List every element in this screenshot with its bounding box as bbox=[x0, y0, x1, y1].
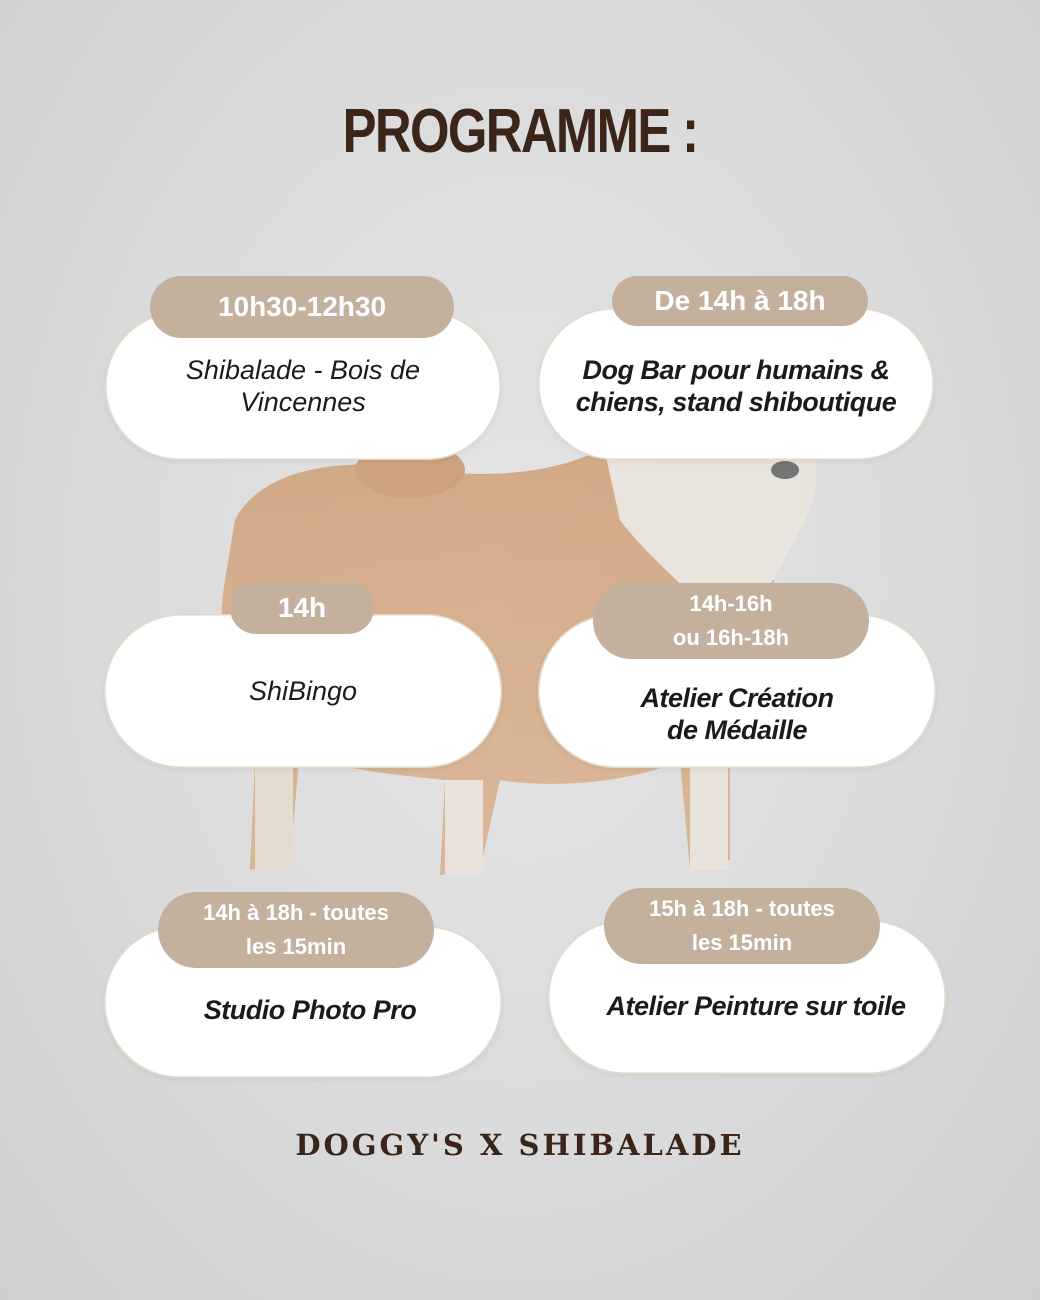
event-activity-text: Studio Photo Pro bbox=[203, 994, 417, 1025]
event-time-badge bbox=[604, 888, 880, 964]
event-time-line2: ou 16h-18h bbox=[672, 625, 790, 650]
event-activity-line2: de Médaille bbox=[666, 715, 808, 745]
event-activity-text: Shibalade - Bois de Vincennes bbox=[185, 354, 421, 417]
event-time-badge bbox=[158, 892, 434, 968]
event-time-line1: 14h à 18h - toutes bbox=[203, 899, 389, 925]
event-activity-line1: Atelier Création bbox=[640, 682, 834, 713]
event-time-badge bbox=[593, 583, 869, 659]
page-title: PROGRAMME : bbox=[342, 97, 698, 166]
event-time-line2: les 15min bbox=[691, 930, 793, 955]
event-time-line2: les 15min bbox=[245, 934, 347, 959]
event-activity-text: Atelier Peinture sur toile bbox=[606, 990, 906, 1021]
event-activity-pill bbox=[104, 614, 502, 768]
event-activity-text: ShiBingo bbox=[248, 675, 358, 706]
event-time-badge: De 14h à 18h bbox=[612, 276, 868, 326]
event-activity-text: Dog Bar pour humains & chiens, stand shiboutique bbox=[575, 354, 897, 417]
event-time-line1: 14h-16h bbox=[689, 590, 773, 616]
event-time-badge: 10h30-12h30 bbox=[150, 276, 454, 338]
event-activity-text bbox=[640, 682, 833, 747]
event-time-line1: 15h à 18h - toutes bbox=[649, 895, 835, 921]
event-time-badge: 14h bbox=[230, 582, 374, 634]
footer-brand: DOGGY'S X SHIBALADE bbox=[295, 1128, 745, 1162]
event-activity-pill bbox=[538, 308, 934, 460]
